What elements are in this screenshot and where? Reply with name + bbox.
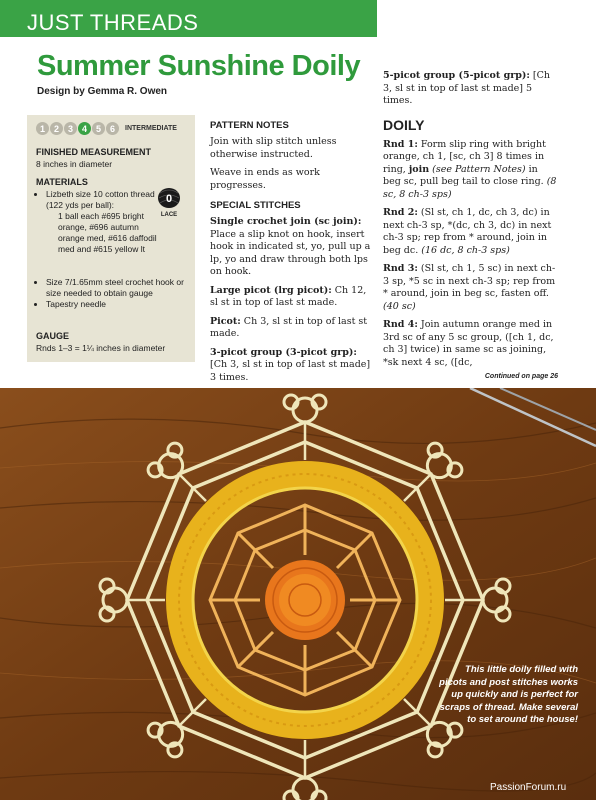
stitch-sc-join [210,216,373,279]
special-stitches-heading: SPECIAL STITCHES [210,200,301,211]
stitch-5-picot-text: [Ch 3, sl st in top of last st made] 5 times. [383,70,550,106]
round-1-label: Rnd 1: [383,138,418,150]
round-1-text-a: Form slip ring with bright orange, ch 1, [sc, ch 3] 8 times in ring, [383,138,546,175]
yarn-weight-label: LACE [160,212,178,217]
yarn-weight-icon [157,187,181,217]
material-thread [46,189,158,255]
gauge-value: Rnds 1–3 = 1¼ inches in diameter [36,343,166,353]
skill-level-label: INTERMEDIATE [125,125,177,132]
stitch-picot-text: Ch 3, sl st in top of last st made. [210,315,368,339]
column-middle [210,120,373,390]
material-needle: • Tapestry needle [46,299,186,310]
round-4-text: Join autumn orange med in 3rd sc of any 5 sc group, ([ch 1, dc, ch 3] twice) in same sc as joining, *sk next 4 sc, ([dc, [383,319,554,368]
stitch-large-picot-text: Ch 12, sl st in top of last st made. [210,284,367,308]
watermark: PassionForum.ru [490,782,567,793]
stitch-5-picot [383,70,558,108]
continued-note: Continued on page 26 [484,373,558,380]
pattern-note-1: Join with slip stitch unless otherwise instructed. [210,136,337,160]
round-2-count: (16 dc, 8 ch-3 sps) [421,244,510,256]
round-4 [383,319,558,369]
doily-photo [0,388,596,800]
round-3-text: (Sl st, ch 1, 5 sc) in next ch-3 sp, *5 sc in next ch-3 sp; rep from * around, join in beg sc, fasten off. [383,263,556,299]
yarn-weight-number: 0 [165,193,173,205]
finished-value: 8 inches in diameter [36,159,113,169]
round-3-label: Rnd 3: [383,263,418,274]
skill-level-6: 6 [106,122,119,135]
round-2-text: (Sl st, ch 1, dc, ch 3, dc) in next ch-3 sp, *(dc, ch 3, dc) in next ch-3 sp; rep from * around, join in beg dc. [383,207,552,256]
info-box [27,115,195,362]
round-1-join: join [408,163,430,175]
page-title: Summer Sunshine Doily [37,50,361,82]
stitch-large-picot [210,285,373,310]
photo-caption: This little doily filled with picots and post stitches works up quickly and is perfect for scraps of thread. Make several to set around the house! [439,664,578,725]
round-3-count: (40 sc) [383,300,416,312]
stitch-3-picot [210,347,373,385]
round-2-label: Rnd 2: [383,207,418,218]
materials-list-2 [36,277,186,310]
section-label: JUST THREADS [27,10,199,35]
stitch-large-picot-name: Large picot (lrg picot): [210,284,332,296]
skill-level-2: 2 [50,122,63,135]
finished-heading: FINISHED MEASUREMENT [36,147,152,157]
round-1-count: (8 sc, 8 ch-3 sps) [383,176,557,200]
round-2 [383,207,558,257]
skill-level-5: 5 [92,122,105,135]
stitch-3-picot-text: [Ch 3, sl st in top of last st made] 3 times. [210,359,371,383]
stitch-picot-name: Picot: [210,315,241,327]
section-banner [0,0,377,37]
materials-list [36,189,158,255]
material-thread-text: Lizbeth size 10 cotton thread (122 yds per ball): [46,189,155,210]
material-thread-colors: 1 ball each #695 bright orange, #696 autumn orange med, #616 daffodil med and #615 yellow lt [58,211,157,254]
skill-level [36,122,177,135]
materials-heading: MATERIALS [36,177,88,187]
round-3 [383,263,558,313]
skill-level-3: 3 [64,122,77,135]
pattern-note-2: Weave in ends as work progresses. [210,167,320,191]
gauge-heading: GAUGE [36,331,70,341]
skill-level-1: 1 [36,122,49,135]
byline: Design by Gemma R. Owen [37,86,168,97]
stitch-picot [210,316,373,341]
material-hook: • Size 7/1.65mm steel crochet hook or size needed to obtain gauge [46,277,186,299]
round-4-label: Rnd 4: [383,319,418,330]
round-1-note: (see Pattern Notes) [429,163,526,175]
round-1-text-b: in beg sc, pull beg tail to close ring. [383,163,547,187]
stitch-sc-join-text: Place a slip knot on hook, insert hook in indicated st, yo, pull up a lp, yo and draw through both lps on hook. [210,228,371,277]
skill-level-4-active: 4 [78,122,91,135]
round-1 [383,139,558,202]
column-right [383,70,558,380]
stitch-3-picot-name: 3-picot group (3-picot grp): [210,346,357,358]
stitch-5-picot-name: 5-picot group (5-picot grp): [383,70,530,81]
doily-heading: DOILY [383,116,425,133]
stitch-sc-join-name: Single crochet join (sc join): [210,216,362,227]
pattern-notes-heading: PATTERN NOTES [210,120,289,131]
